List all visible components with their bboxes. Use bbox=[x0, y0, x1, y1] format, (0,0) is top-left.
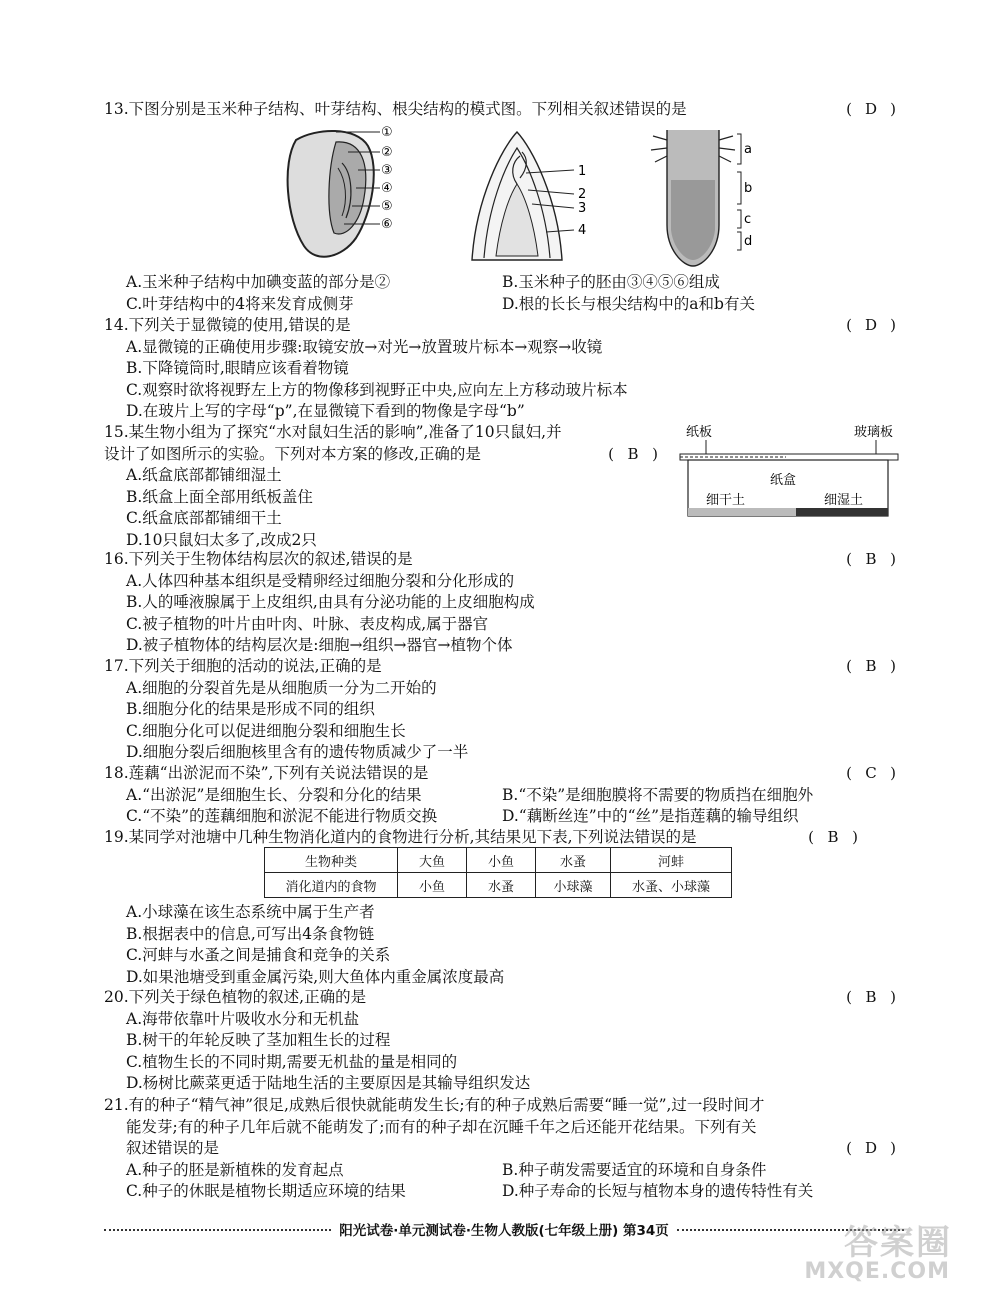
option-c: C.观察时欲将视野左上方的物像移到视野正中央,应向左上方移动玻片标本 bbox=[126, 380, 628, 399]
option-c: C.细胞分化可以促进细胞分裂和细胞生长 bbox=[126, 721, 406, 740]
root-label-a: a bbox=[744, 142, 752, 157]
page-footer bbox=[104, 1219, 904, 1239]
answer-box: ( D ) bbox=[842, 315, 900, 337]
option-a: A.种子的胚是新植株的发育起点 bbox=[126, 1160, 344, 1179]
dry-soil-label: 细干土 bbox=[706, 493, 746, 508]
question-stem: 20.下列关于绿色植物的叙述,正确的是 bbox=[104, 988, 367, 1006]
question-stem: 17.下列关于细胞的活动的说法,正确的是 bbox=[104, 657, 382, 675]
table-cell: 小球藻 bbox=[536, 873, 611, 898]
table-cell: 生物种类 bbox=[265, 848, 398, 873]
paper-board-label: 纸板 bbox=[686, 425, 713, 440]
answer-letter: B bbox=[627, 444, 639, 463]
option-d: D.被子植物体的结构层次是:细胞→组织→器官→植物个体 bbox=[126, 636, 513, 654]
question-14 bbox=[104, 315, 900, 423]
option-b: B.树干的年轮反映了茎加粗生长的过程 bbox=[126, 1031, 391, 1049]
option-b: B.根据表中的信息,可写出4条食物链 bbox=[126, 924, 375, 943]
bud-label-1: 1 bbox=[578, 164, 587, 179]
option-b: B.玉米种子的胚由③④⑤⑥组成 bbox=[502, 273, 720, 291]
wet-soil-layer bbox=[796, 508, 888, 516]
option-a: A.玉米种子结构中加碘变蓝的部分是② bbox=[126, 273, 391, 291]
bud-label-3: 3 bbox=[578, 201, 587, 216]
question-stem: 18.莲藕“出淤泥而不染”,下列有关说法错误的是 bbox=[104, 764, 429, 782]
question-stem-cont: 能发芽;有的种子几年后就不能萌发了;而有的种子却在沉睡千年之后还能开花结果。下列有关 bbox=[126, 1117, 757, 1136]
option-d: D.10只鼠妇太多了,改成2只 bbox=[126, 530, 317, 549]
answer-letter: D bbox=[864, 1139, 878, 1157]
answer-box: ( D ) bbox=[842, 99, 900, 121]
question-16 bbox=[104, 549, 900, 657]
option-b: B.细胞分化的结果是形成不同的组织 bbox=[126, 700, 375, 718]
option-d: D.细胞分裂后细胞核里含有的遗传物质减少了一半 bbox=[126, 743, 469, 761]
seed-label-4: ④ bbox=[381, 181, 393, 196]
option-c: C.纸盒底部都铺细干土 bbox=[126, 509, 282, 527]
question-stem: 15.某生物小组为了探究“水对鼠妇生活的影响”,准备了10只鼠妇,并 bbox=[104, 423, 562, 441]
option-c: C.植物生长的不同时期,需要无机盐的量是相同的 bbox=[126, 1052, 458, 1071]
option-a: A.“出淤泥”是细胞生长、分裂和分化的结果 bbox=[126, 785, 422, 804]
option-a: A.显微镜的正确使用步骤:取镜安放→对光→放置玻片标本→观察→收镜 bbox=[126, 337, 603, 356]
option-b: B.下降镜筒时,眼睛应该看着物镜 bbox=[126, 359, 349, 377]
option-d: D.在玻片上写的字母“p”,在显微镜下看到的物像是字母“b” bbox=[126, 402, 525, 420]
answer-letter: B bbox=[865, 988, 877, 1006]
answer-letter: D bbox=[864, 316, 878, 334]
question-13-options bbox=[104, 272, 900, 315]
answer-box: ( D ) bbox=[842, 1138, 900, 1160]
bud-label-2: 2 bbox=[578, 187, 587, 202]
answer-letter: B bbox=[827, 828, 839, 846]
option-d: D.种子寿命的长短与植物本身的遗传特性有关 bbox=[502, 1182, 814, 1200]
option-a: A.小球藻在该生态系统中属于生产者 bbox=[126, 903, 375, 921]
table-cell: 水蚤 bbox=[467, 873, 536, 898]
question-13 bbox=[104, 99, 900, 121]
option-d: D.杨树比蕨菜更适于陆地生活的主要原因是其输导组织发达 bbox=[126, 1074, 531, 1092]
wet-soil-label: 细湿土 bbox=[824, 493, 864, 508]
glass-board-label: 玻璃板 bbox=[854, 425, 894, 440]
seed-label-6: ⑥ bbox=[381, 217, 393, 232]
option-c: C.河蚌与水蚤之间是捕食和竞争的关系 bbox=[126, 946, 391, 964]
question-stem: 19.某同学对池塘中几种生物消化道内的食物进行分析,其结果见下表,下列说法错误的是 bbox=[104, 828, 697, 846]
answer-box: ( B ) bbox=[804, 827, 862, 849]
food-table bbox=[264, 847, 732, 898]
question-stem-cont: 设计了如图所示的实验。下列对本方案的修改,正确的是 bbox=[104, 444, 481, 463]
seed-label-2: ② bbox=[381, 145, 393, 160]
table-cell: 水蚤、小球藻 bbox=[611, 873, 732, 898]
seed-label-3: ③ bbox=[381, 163, 393, 178]
option-b: B.“不染”是细胞膜将不需要的物质挡在细胞外 bbox=[502, 785, 814, 804]
option-b: B.纸盒上面全部用纸板盖住 bbox=[126, 487, 313, 506]
table-row bbox=[265, 848, 732, 873]
root-label-d: d bbox=[744, 234, 753, 249]
answer-letter: B bbox=[865, 657, 877, 675]
watermark-logo: 答案圈 MXQE.COM bbox=[804, 1223, 952, 1284]
table-cell: 小鱼 bbox=[398, 873, 467, 898]
question-stem: 13.下图分别是玉米种子结构、叶芽结构、根尖结构的模式图。下列相关叙述错误的是 bbox=[104, 100, 687, 118]
option-b: B.种子萌发需要适宜的环境和自身条件 bbox=[502, 1160, 767, 1179]
question-stem: 16.下列关于生物体结构层次的叙述,错误的是 bbox=[104, 550, 413, 568]
option-d: D.“藕断丝连”中的“丝”是指莲藕的输导组织 bbox=[502, 807, 799, 825]
answer-letter: B bbox=[865, 550, 877, 568]
table-cell: 水蚤 bbox=[536, 848, 611, 873]
answer-box: ( B ) bbox=[842, 987, 900, 1009]
experiment-box-diagram bbox=[676, 420, 902, 520]
option-b: B.人的唾液腺属于上皮组织,由具有分泌功能的上皮细胞构成 bbox=[126, 593, 535, 611]
root-label-c: c bbox=[744, 212, 752, 227]
question-stem: 21.有的种子“精气神”很足,成熟后很快就能萌发生长;有的种子成熟后需要“睡一觉”,过一段时间才 bbox=[104, 1096, 765, 1114]
answer-box: ( B ) bbox=[842, 656, 900, 678]
question-19 bbox=[104, 827, 900, 849]
option-d: D.根的长长与根尖结构中的a和b有关 bbox=[502, 294, 755, 313]
option-a: A.人体四种基本组织是受精卵经过细胞分裂和分化形成的 bbox=[126, 571, 515, 590]
table-cell: 大鱼 bbox=[398, 848, 467, 873]
option-c: C.“不染”的莲藕细胞和淤泥不能进行物质交换 bbox=[126, 807, 438, 825]
bud-label-4: 4 bbox=[578, 223, 587, 238]
table-row bbox=[265, 873, 732, 898]
footer-divider-left bbox=[104, 1229, 331, 1231]
corn-seed-diagram bbox=[276, 118, 406, 268]
option-c: C.被子植物的叶片由叶肉、叶脉、表皮构成,属于器官 bbox=[126, 614, 489, 633]
option-a: A.海带依靠叶片吸收水分和无机盐 bbox=[126, 1009, 360, 1028]
root-tip-diagram bbox=[645, 120, 760, 270]
table-cell: 小鱼 bbox=[467, 848, 536, 873]
answer-box: ( B ) bbox=[604, 444, 662, 466]
table-cell: 河蚌 bbox=[611, 848, 732, 873]
option-c: C.种子的休眠是植物长期适应环境的结果 bbox=[126, 1182, 406, 1200]
root-label-b: b bbox=[744, 181, 753, 196]
option-a: A.细胞的分裂首先是从细胞质一分为二开始的 bbox=[126, 678, 437, 697]
question-19-options bbox=[104, 902, 900, 988]
footer-text: 阳光试卷·单元测试卷·生物人教版(七年级上册) 第34页 bbox=[339, 1223, 669, 1239]
box-label: 纸盒 bbox=[770, 473, 797, 488]
seed-label-1: ① bbox=[381, 125, 393, 140]
question-21 bbox=[104, 1095, 900, 1203]
answer-box: ( C ) bbox=[842, 763, 900, 785]
question-17 bbox=[104, 656, 900, 764]
option-d: D.如果池塘受到重金属污染,则大鱼体内重金属浓度最高 bbox=[126, 967, 505, 986]
answer-letter: D bbox=[864, 100, 878, 118]
leaf-bud-diagram bbox=[462, 128, 597, 266]
question-stem-end: 叙述错误的是 bbox=[126, 1139, 220, 1157]
seed-label-5: ⑤ bbox=[381, 199, 393, 214]
table-cell: 消化道内的食物 bbox=[265, 873, 398, 898]
question-18 bbox=[104, 763, 900, 828]
answer-letter: C bbox=[865, 764, 877, 782]
option-c: C.叶芽结构中的4将来发育成侧芽 bbox=[126, 294, 354, 313]
question-20 bbox=[104, 987, 900, 1095]
answer-box: ( B ) bbox=[842, 549, 900, 571]
option-a: A.纸盒底部都铺细湿土 bbox=[126, 466, 282, 484]
question-stem: 14.下列关于显微镜的使用,错误的是 bbox=[104, 316, 351, 334]
dry-soil-layer bbox=[688, 508, 796, 516]
